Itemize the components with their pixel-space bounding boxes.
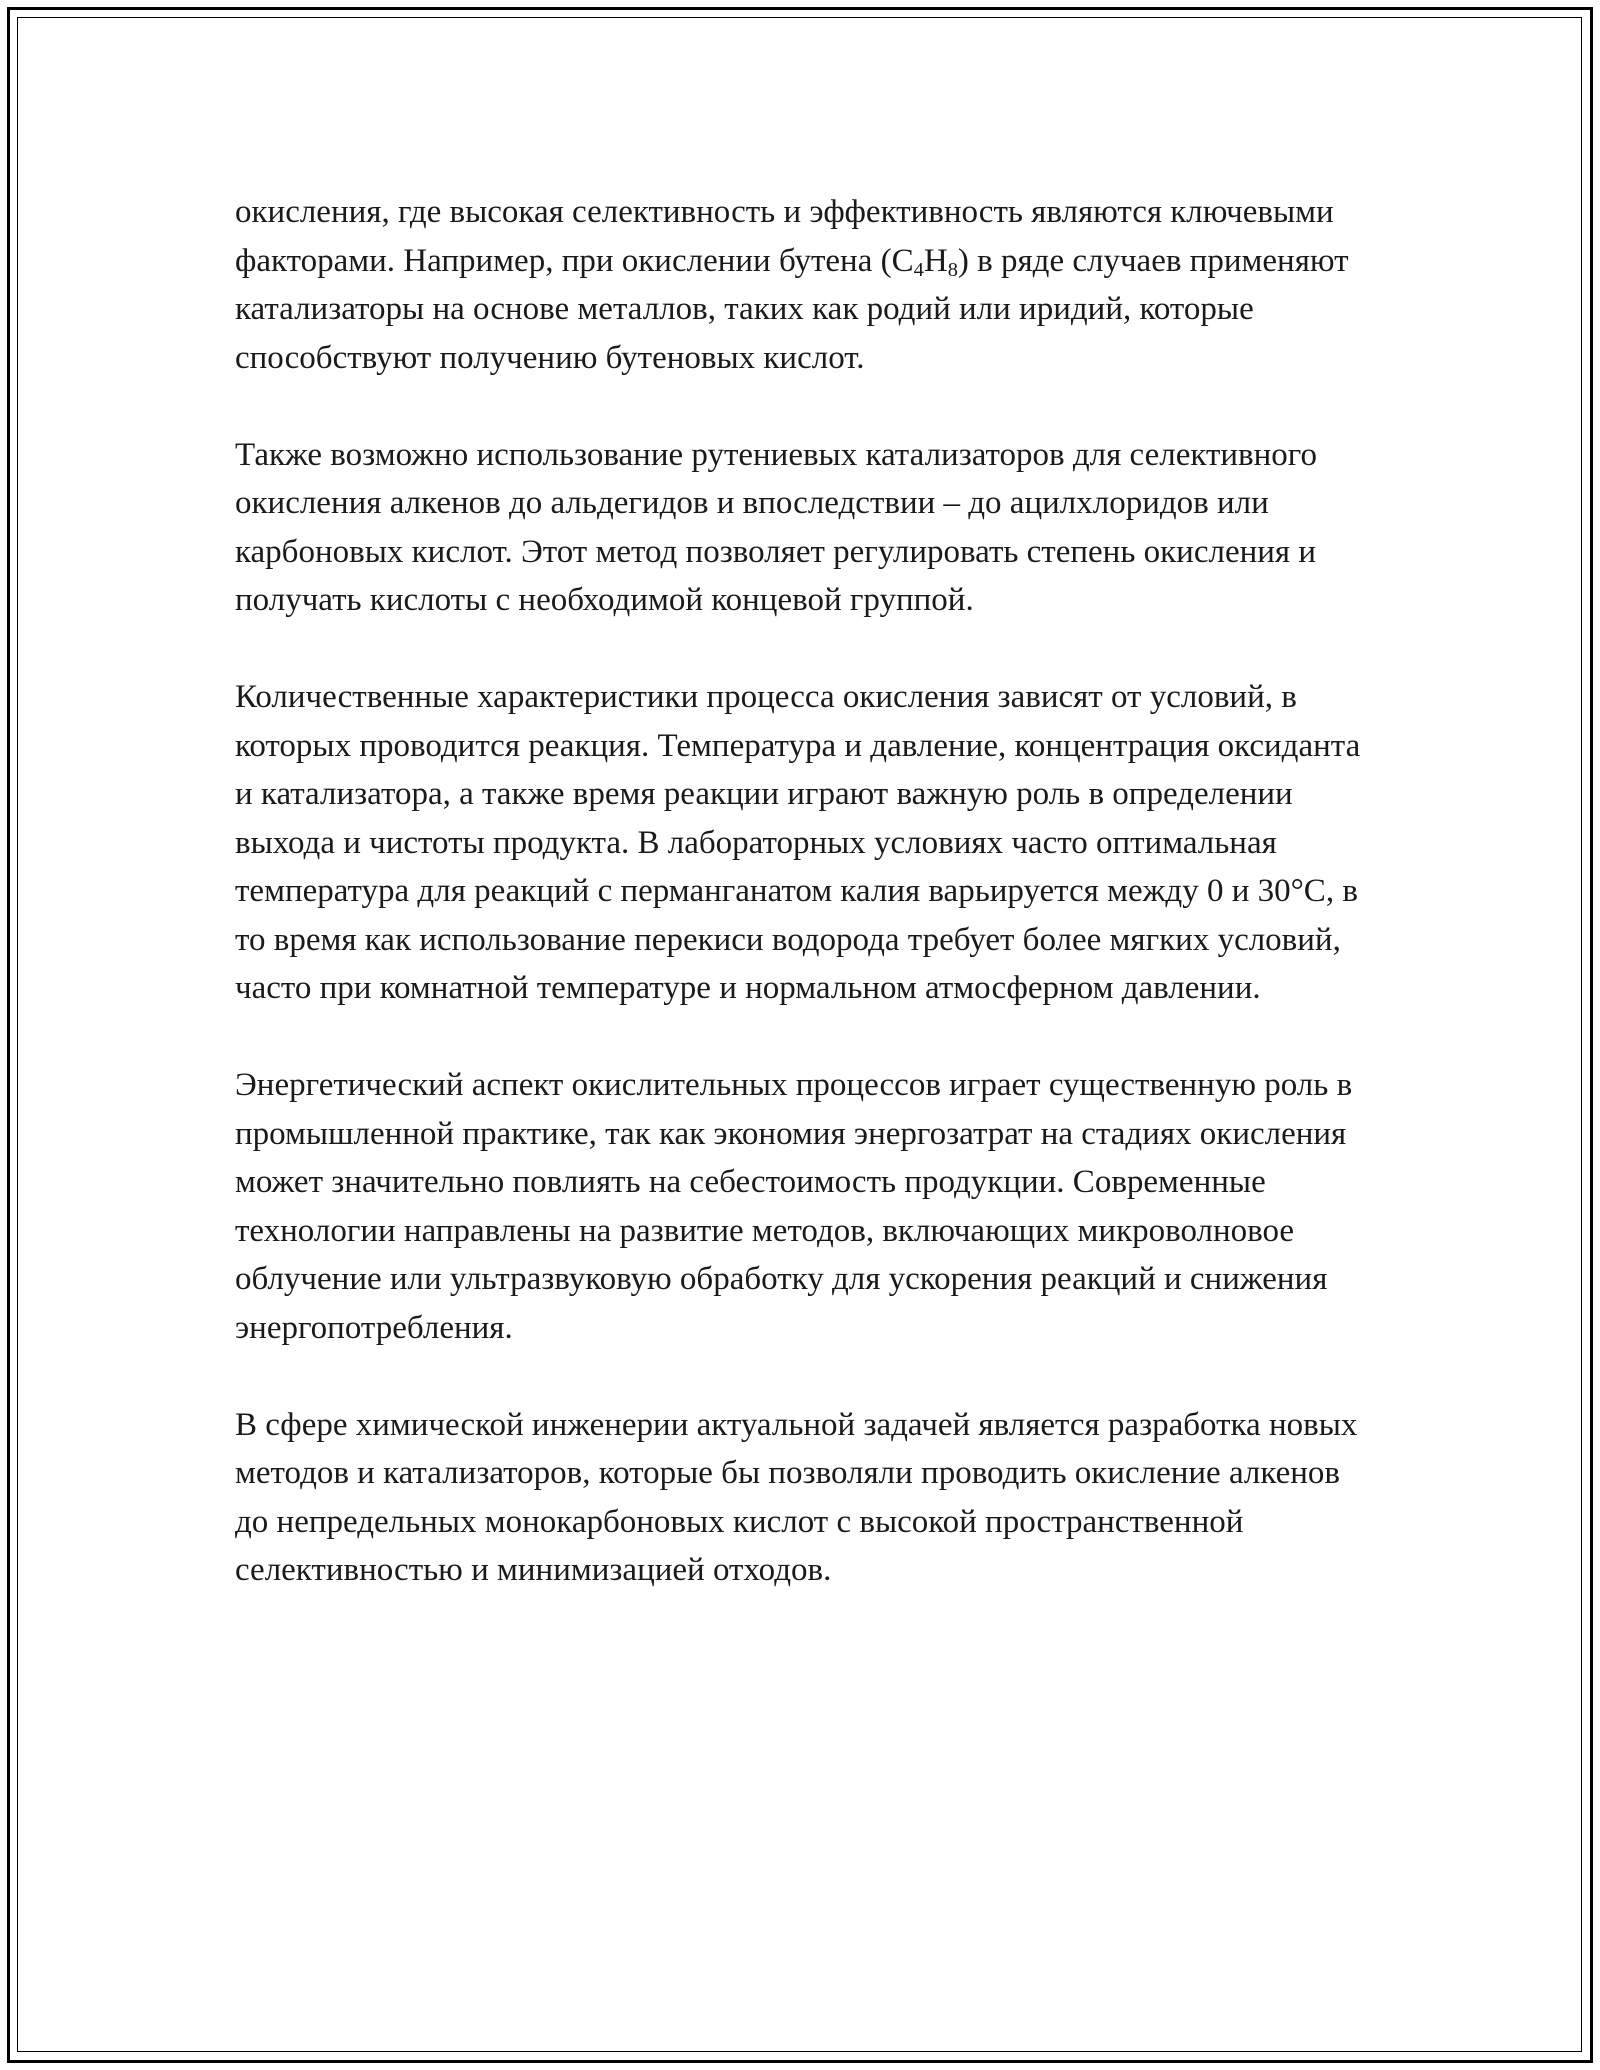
subscript-4: 4 (913, 258, 924, 281)
paragraph-3: Количественные характеристики процесса окисления зависят от условий, в которых проводится реакция. Температура и давление, концентрация оксиданта и катализатора, а также время реакции играют важную роль в определении выхода и чистоты продукта. В лабораторных условиях часто оптимальная температура для реакций с перманганатом калия варьируется между 0 и 30°C, в то время как использование перекиси водорода требует более мягких условий, часто при комнатной температуре и нормальном атмосферном давлении. (235, 679, 1361, 1006)
subscript-8: 8 (947, 258, 958, 281)
paragraph-1 (235, 188, 1365, 382)
document-body (235, 188, 1365, 1595)
paragraph-5: В сфере химической инженерии актуальной задачей является разработка новых методов и катализаторов, которые бы позволяли проводить окисление алкенов до непредельных монокарбоновых кислот с высокой пространственной селективностью и минимизацией отходов. (235, 1406, 1358, 1588)
paragraph-4: Энергетический аспект окислительных процессов играет существенную роль в промышленной практике, так как экономия энергозатрат на стадиях окисления может значительно повлиять на себестоимость продукции. Современные технологии направлены на развитие методов, включающих микроволновое облучение или ультразвуковую обработку для ускорения реакций и снижения энергопотребления. (235, 1067, 1353, 1346)
paragraph-1-text-start: окисления, где высокая селективность и эффективность являются ключевыми факторами. Например, при окислении бутена (C (235, 194, 1334, 279)
paragraph-2: Также возможно использование рутениевых катализаторов для селективного окисления алкенов до альдегидов и впоследствии – до ацилхлоридов или карбоновых кислот. Этот метод позволяет регулировать степень окисления и получать кислоты с необходимой концевой группой. (235, 436, 1317, 618)
formula-h: H (923, 242, 948, 279)
paragraph-1-text-end: ) в ряде случаев применяют катализаторы на основе металлов, таких как родий или иридий, которые способствуют получению бутеновых кислот. (235, 242, 1349, 376)
